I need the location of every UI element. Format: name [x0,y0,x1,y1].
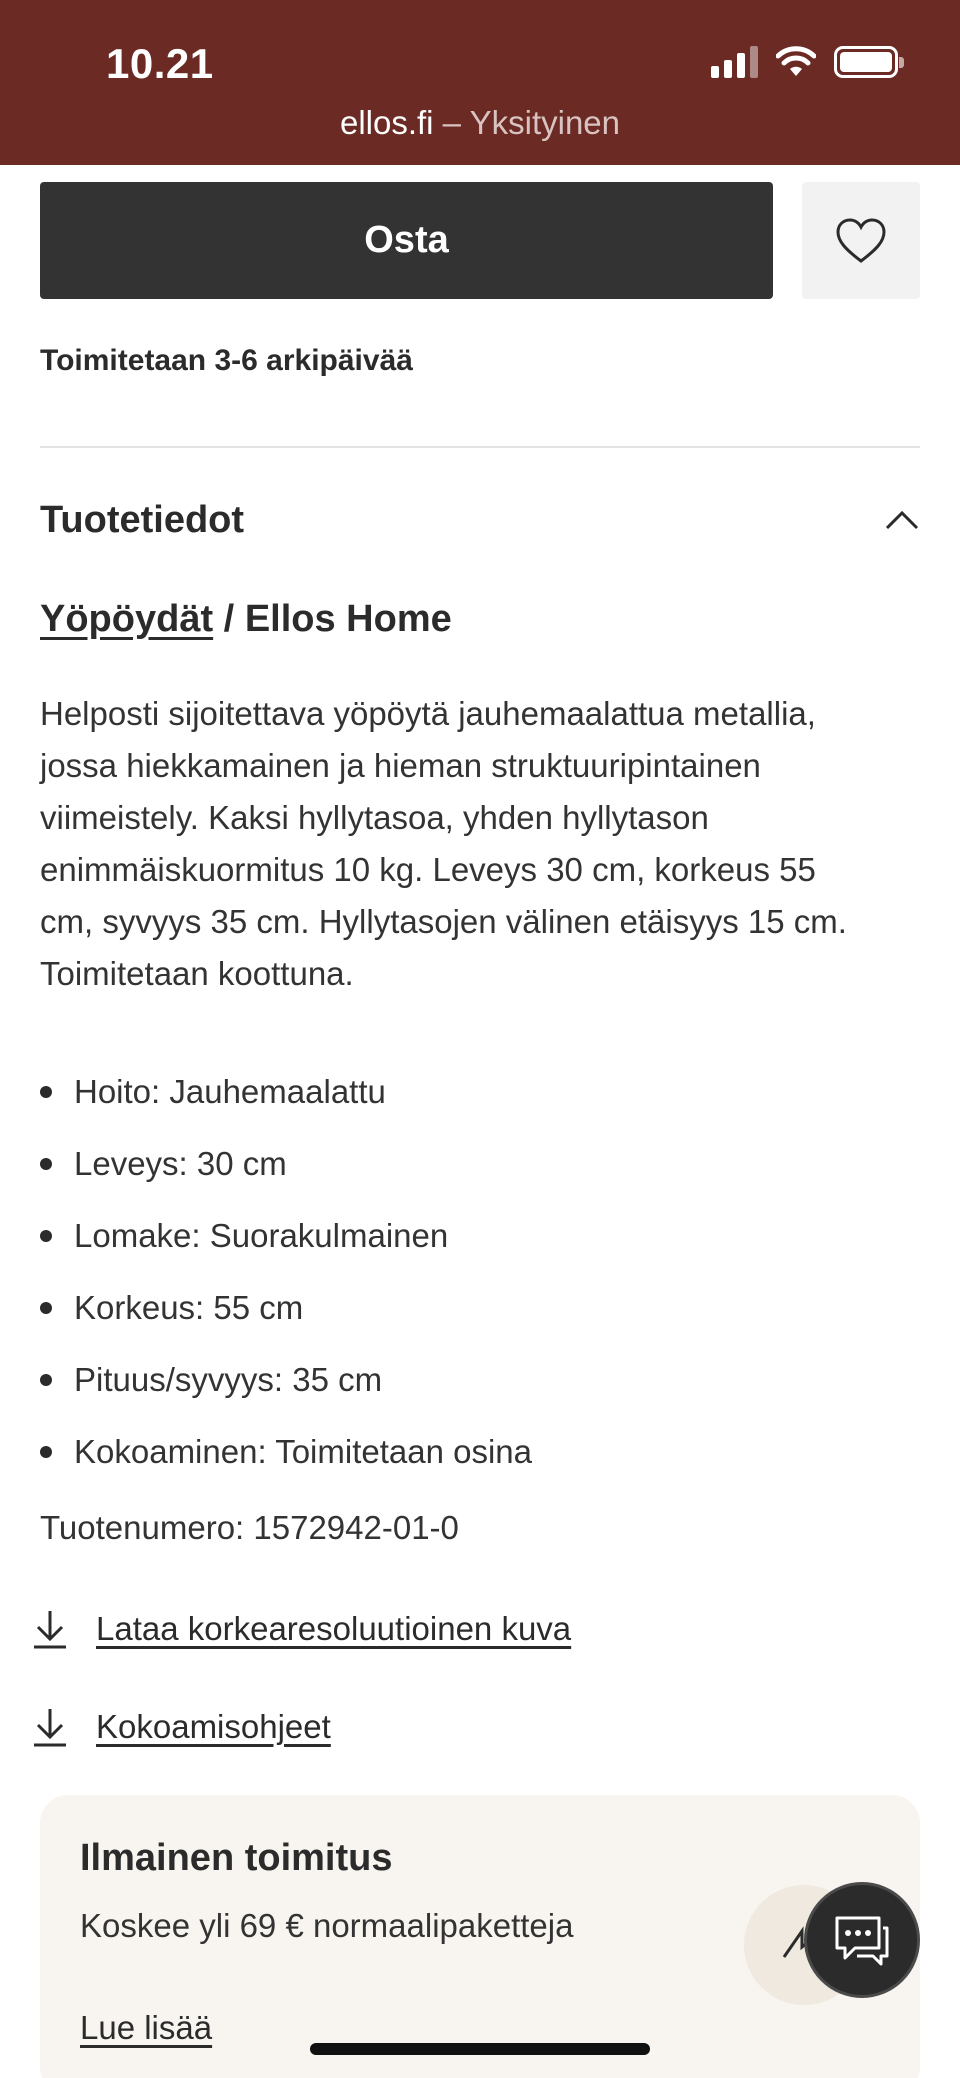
buy-button[interactable]: Osta [40,182,773,299]
bullet-icon [40,1446,52,1458]
download-icon [32,1608,68,1650]
chat-icon [831,1912,893,1968]
product-number: Tuotenumero: 1572942-01-0 [40,1509,459,1546]
description-line: viimeistely. Kaksi hyllytasoa, yhden hyllytason [40,799,709,836]
breadcrumb [40,598,452,641]
description-line: enimmäiskuormitus 10 kg. Leveys 30 cm, korkeus 55 [40,851,816,888]
spec-item [40,1272,532,1344]
delivery-time-text: Toimitetaan 3-6 arkipäivää [40,344,413,377]
spec-text: Lomake: Suorakulmainen [74,1217,449,1254]
wifi-icon [776,46,816,78]
battery-icon [834,46,898,78]
description-line: cm, syvyys 35 cm. Hyllytasojen välinen etäisyys 15 cm. [40,903,847,940]
favorite-button[interactable] [802,182,920,299]
spec-item [40,1416,532,1488]
status-icons [711,46,898,78]
breadcrumb-brand: Ellos Home [244,598,452,640]
address-bar[interactable] [0,104,960,142]
breadcrumb-category-link[interactable]: Yöpöydät [40,598,214,640]
chevron-up-icon [884,509,920,531]
bullet-icon [40,1158,52,1170]
divider [40,446,920,448]
spec-text: Hoito: Jauhemaalattu [74,1073,386,1110]
spec-item [40,1056,532,1128]
product-info-accordion-header[interactable] [40,496,920,544]
chat-button[interactable] [804,1882,920,1998]
assembly-instructions-link[interactable] [32,1702,331,1752]
free-delivery-card [40,1795,920,2078]
browser-top-bar [0,0,960,165]
spec-item [40,1200,532,1272]
download-icon [32,1706,68,1748]
bullet-icon [40,1230,52,1242]
bullet-icon [40,1302,52,1314]
description-line: Helposti sijoitettava yöpöytä jauhemaalattua metallia, [40,695,816,732]
bullet-icon [40,1086,52,1098]
read-more-link[interactable]: Lue lisää [80,2009,213,2046]
product-info-title: Tuotetiedot [40,498,245,541]
spec-text: Leveys: 30 cm [74,1145,287,1182]
description-line: Toimitetaan koottuna. [40,955,354,992]
bullet-icon [40,1374,52,1386]
heart-icon [835,217,887,265]
url-domain: ellos.fi [339,104,434,141]
spec-item [40,1344,532,1416]
cellular-signal-icon [711,46,758,78]
promo-subtitle: Koskee yli 69 € normaalipaketteja [80,1907,574,1944]
download-image-link[interactable] [32,1604,571,1654]
download-image-label: Lataa korkearesoluutioinen kuva [96,1610,572,1647]
promo-title: Ilmainen toimitus [80,1837,393,1879]
private-mode-label: – Yksityinen [433,104,621,141]
spec-list [40,1056,532,1488]
home-indicator [310,2043,650,2055]
breadcrumb-separator: / [213,598,245,640]
product-description [40,688,930,1000]
description-line: jossa hiekkamainen ja hieman struktuuripintainen [40,747,761,784]
status-time: 10.21 [106,40,214,87]
spec-item [40,1128,532,1200]
spec-text: Pituus/syvyys: 35 cm [74,1361,383,1398]
assembly-instructions-label: Kokoamisohjeet [96,1708,331,1745]
spec-text: Korkeus: 55 cm [74,1289,304,1326]
spec-text: Kokoaminen: Toimitetaan osina [74,1433,533,1470]
